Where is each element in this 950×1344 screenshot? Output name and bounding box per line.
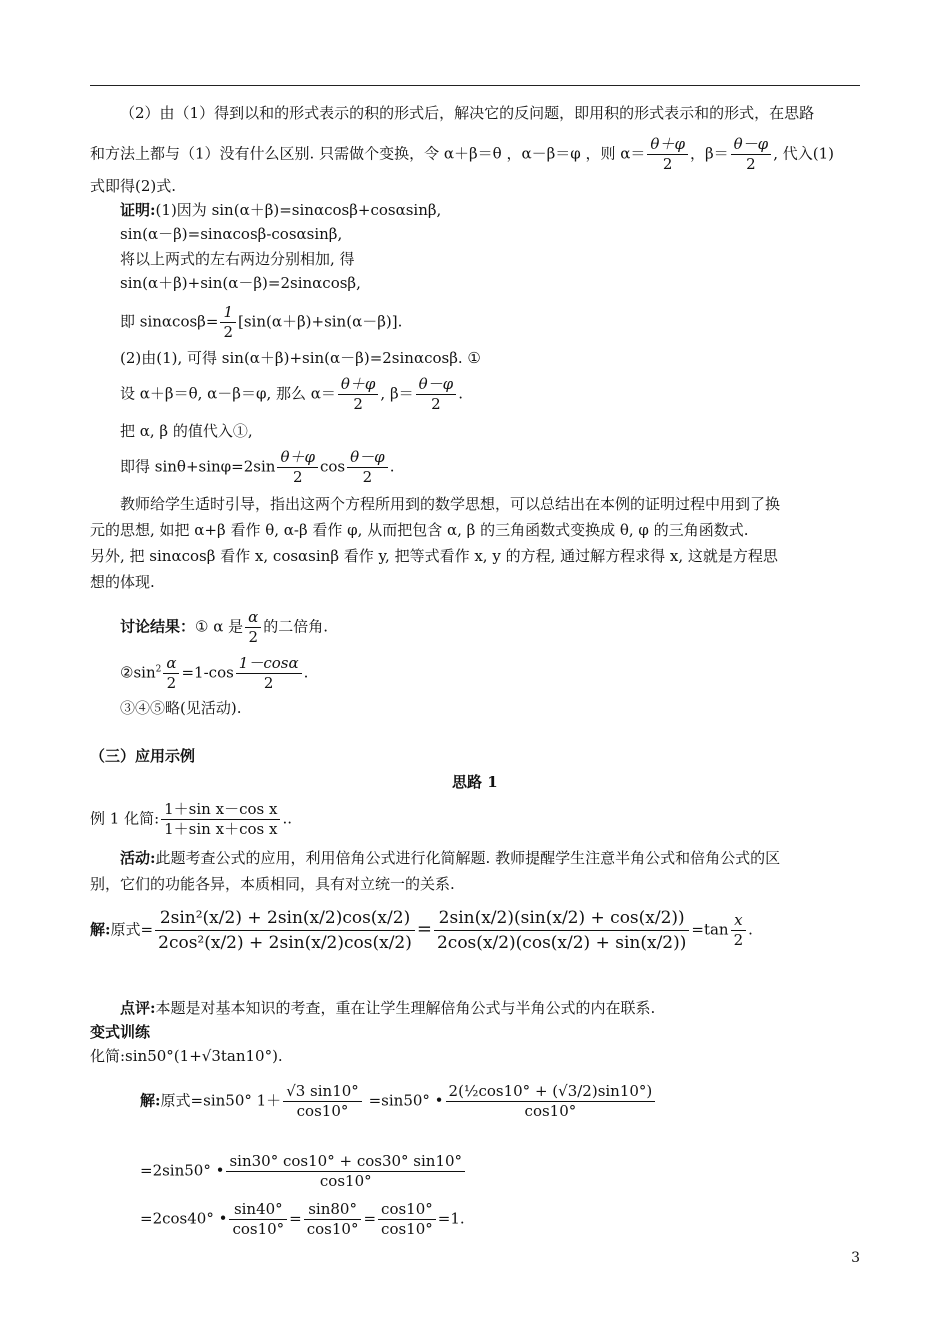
variant-problem: 化简:sin50°(1+√3tan10°). [90,1047,283,1065]
fraction: $\frac{1}{2}$ [220,303,236,342]
proof-line9: 即得 sinθ+sinφ=2sin $\frac{\theta+\varphi}{2}$ cos $\frac{\theta-\varphi}{2}$ . [120,448,395,486]
section-heading: （三）应用示例 [90,747,196,765]
proof-line3: 将以上两式的左右两边分别相加, 得 [120,250,355,268]
fraction: $\frac{\cos 10^\circ}{\cos 10^\circ}$ [378,1200,436,1239]
variant-solution-line1: 解:原式=sin50° 1＋ $\frac{√3 \sin 10^\circ}{\cos 10^\circ}$ =sin50° • $\frac{\text{2(½cos10° + (√3/2)sin10°)}}{\cos 10^\circ}$ [140,1082,657,1121]
discussion-line2: $②\sin^2$ $\frac{\alpha}{2}$ =1-cos $\frac{1-\cos\alpha}{2}$ . [120,654,309,692]
teacher-line1: 教师给学生适时引导，指出这两个方程所用到的数学思想，可以总结出在本例的证明过程中用到了换 [120,495,781,513]
fraction: $\frac{1-\cos\alpha}{2}$ [236,654,302,693]
header-rule [90,85,860,86]
variant-solution-line3: =2cos40° • $\frac{\sin 40^\circ}{\cos 10^\circ}$ = $\frac{\sin 80^\circ}{\cos 10^\circ}$ = $\frac{\cos 10^\circ}{\cos 10^\circ}$ =1. [140,1200,465,1238]
fraction: $\frac{\alpha}{2}$ [245,608,261,647]
fraction: $\frac{\text{2sin²(x/2) + 2sin(x/2)cos(x/2)}}{\text{2cos²(x/2) + 2sin(x/2)cos(x/2)}}$ [155,906,415,955]
proof-line6: (2)由(1), 可得 sin(α＋β)+sin(α－β)=2sinαcosβ. ① [120,349,481,367]
teacher-line4: 想的体现. [90,573,155,591]
section-subheading: 思路 1 [452,773,498,791]
fraction: $\frac{\sin 40^\circ}{\cos 10^\circ}$ [229,1200,287,1239]
page-number: 3 [851,1250,860,1266]
teacher-line3: 另外, 把 sinαcosβ 看作 x, cosαsinβ 看作 y, 把等式看作 x, y 的方程, 通过解方程求得 x, 这就是方程思 [90,547,778,565]
para2-line1: （2）由（1）得到以和的形式表示的积的形式后，解决它的反问题，即用积的形式表示和的形式，在思路 [120,104,815,122]
variant-solution-line2: =2sin50° • $\frac{\sin 30^\circ \cos 10^\circ + \cos 30^\circ \sin 10^\circ}{\cos 10^\circ}$ [140,1152,467,1191]
para2-line3: 式即得(2)式. [90,177,177,195]
activity-line2: 别，它们的功能各异，本质相同，具有对立统一的关系. [90,875,455,893]
proof-line4: sin(α＋β)+sin(α－β)=2sinαcosβ, [120,274,361,292]
fraction: $\frac{\theta+\varphi}{2}$ [647,135,688,174]
discussion-line3: ③④⑤略(见活动). [120,699,242,717]
para2-line2: 和方法上都与（1）没有什么区别. 只需做个变换，令 α＋β＝θ ，α－β＝φ ，则 α＝ $\frac{\theta+\varphi}{2}$ ，β＝ $\frac{\theta-\varphi}{2}$ , 代入(1) [90,135,834,173]
example1: 例 1 化简: $\frac{\text{1＋sin x－cos x}}{\text{1＋sin x＋cos x}}$ .. [90,800,292,838]
fraction: $\frac{2\sin(x/2)(\sin(x/2) + \cos(x/2))}{2\cos(x/2)(\cos(x/2) + \sin(x/2))}$ [434,906,689,955]
discussion-line1: 讨论结果：① α 是 $\frac{\alpha}{2}$ 的二倍角. [120,608,329,646]
fraction: $\frac{x}{2}$ [731,911,747,950]
activity-line1: 活动:此题考查公式的应用，利用倍角公式进行化简解题. 教师提醒学生注意半角公式和倍角公式的区 [120,849,781,867]
fraction: $\frac{\alpha}{2}$ [163,654,179,693]
solution1: 解:原式= $\frac{\text{2sin²(x/2) + 2sin(x/2)cos(x/2)}}{\text{2cos²(x/2) + 2sin(x/2)cos(x/2)}}$ = $\frac{2\sin(x/2)(\sin(x/2) + \cos(x/2))}{2\cos(x/2)(\cos(x/2) + \sin(x/2))}$ =tan $\frac{x}{2}$ . [90,908,753,953]
proof-line5: 即 sinαcosβ= $\frac{1}{2}$ [sin(α＋β)+sin(α－β)]. [120,303,403,341]
proof-line1: 证明:(1)因为 sin(α＋β)=sinαcosβ+cosαsinβ, [120,201,442,219]
proof-line7: 设 α＋β＝θ, α－β＝φ, 那么 α＝ $\frac{\theta+\varphi}{2}$ , β＝ $\frac{\theta-\varphi}{2}$ . [120,375,463,413]
fraction: $\frac{\text{2(½cos10° + (√3/2)sin10°)}}{\cos 10^\circ}$ [446,1082,656,1121]
fraction: $\frac{\sin 30^\circ \cos 10^\circ + \cos 30^\circ \sin 10^\circ}{\cos 10^\circ}$ [226,1152,465,1191]
fraction: $\frac{\theta-\varphi}{2}$ [731,135,772,174]
comment-line: 点评:本题是对基本知识的考查，重在让学生理解倍角公式与半角公式的内在联系. [120,999,656,1017]
fraction: $\frac{\theta+\varphi}{2}$ [277,448,318,487]
fraction: $\frac{\theta+\varphi}{2}$ [338,375,379,414]
fraction: $\frac{\theta-\varphi}{2}$ [416,375,457,414]
fraction: $\frac{√3 \sin 10^\circ}{\cos 10^\circ}$ [283,1082,362,1121]
fraction: $\frac{\text{1＋sin x－cos x}}{\text{1＋sin x＋cos x}}$ [161,800,280,839]
variant-heading: 变式训练 [90,1023,151,1041]
proof-line8: 把 α, β 的值代入①, [120,422,253,440]
teacher-line2: 元的思想, 如把 α+β 看作 θ, α-β 看作 φ, 从而把包含 α, β 的三角函数式变换成 θ, φ 的三角函数式. [90,521,749,539]
proof-line2: sin(α－β)=sinαcosβ-cosαsinβ, [120,225,343,243]
fraction: $\frac{\theta-\varphi}{2}$ [347,448,388,487]
fraction: $\frac{\sin 80^\circ}{\cos 10^\circ}$ [304,1200,362,1239]
